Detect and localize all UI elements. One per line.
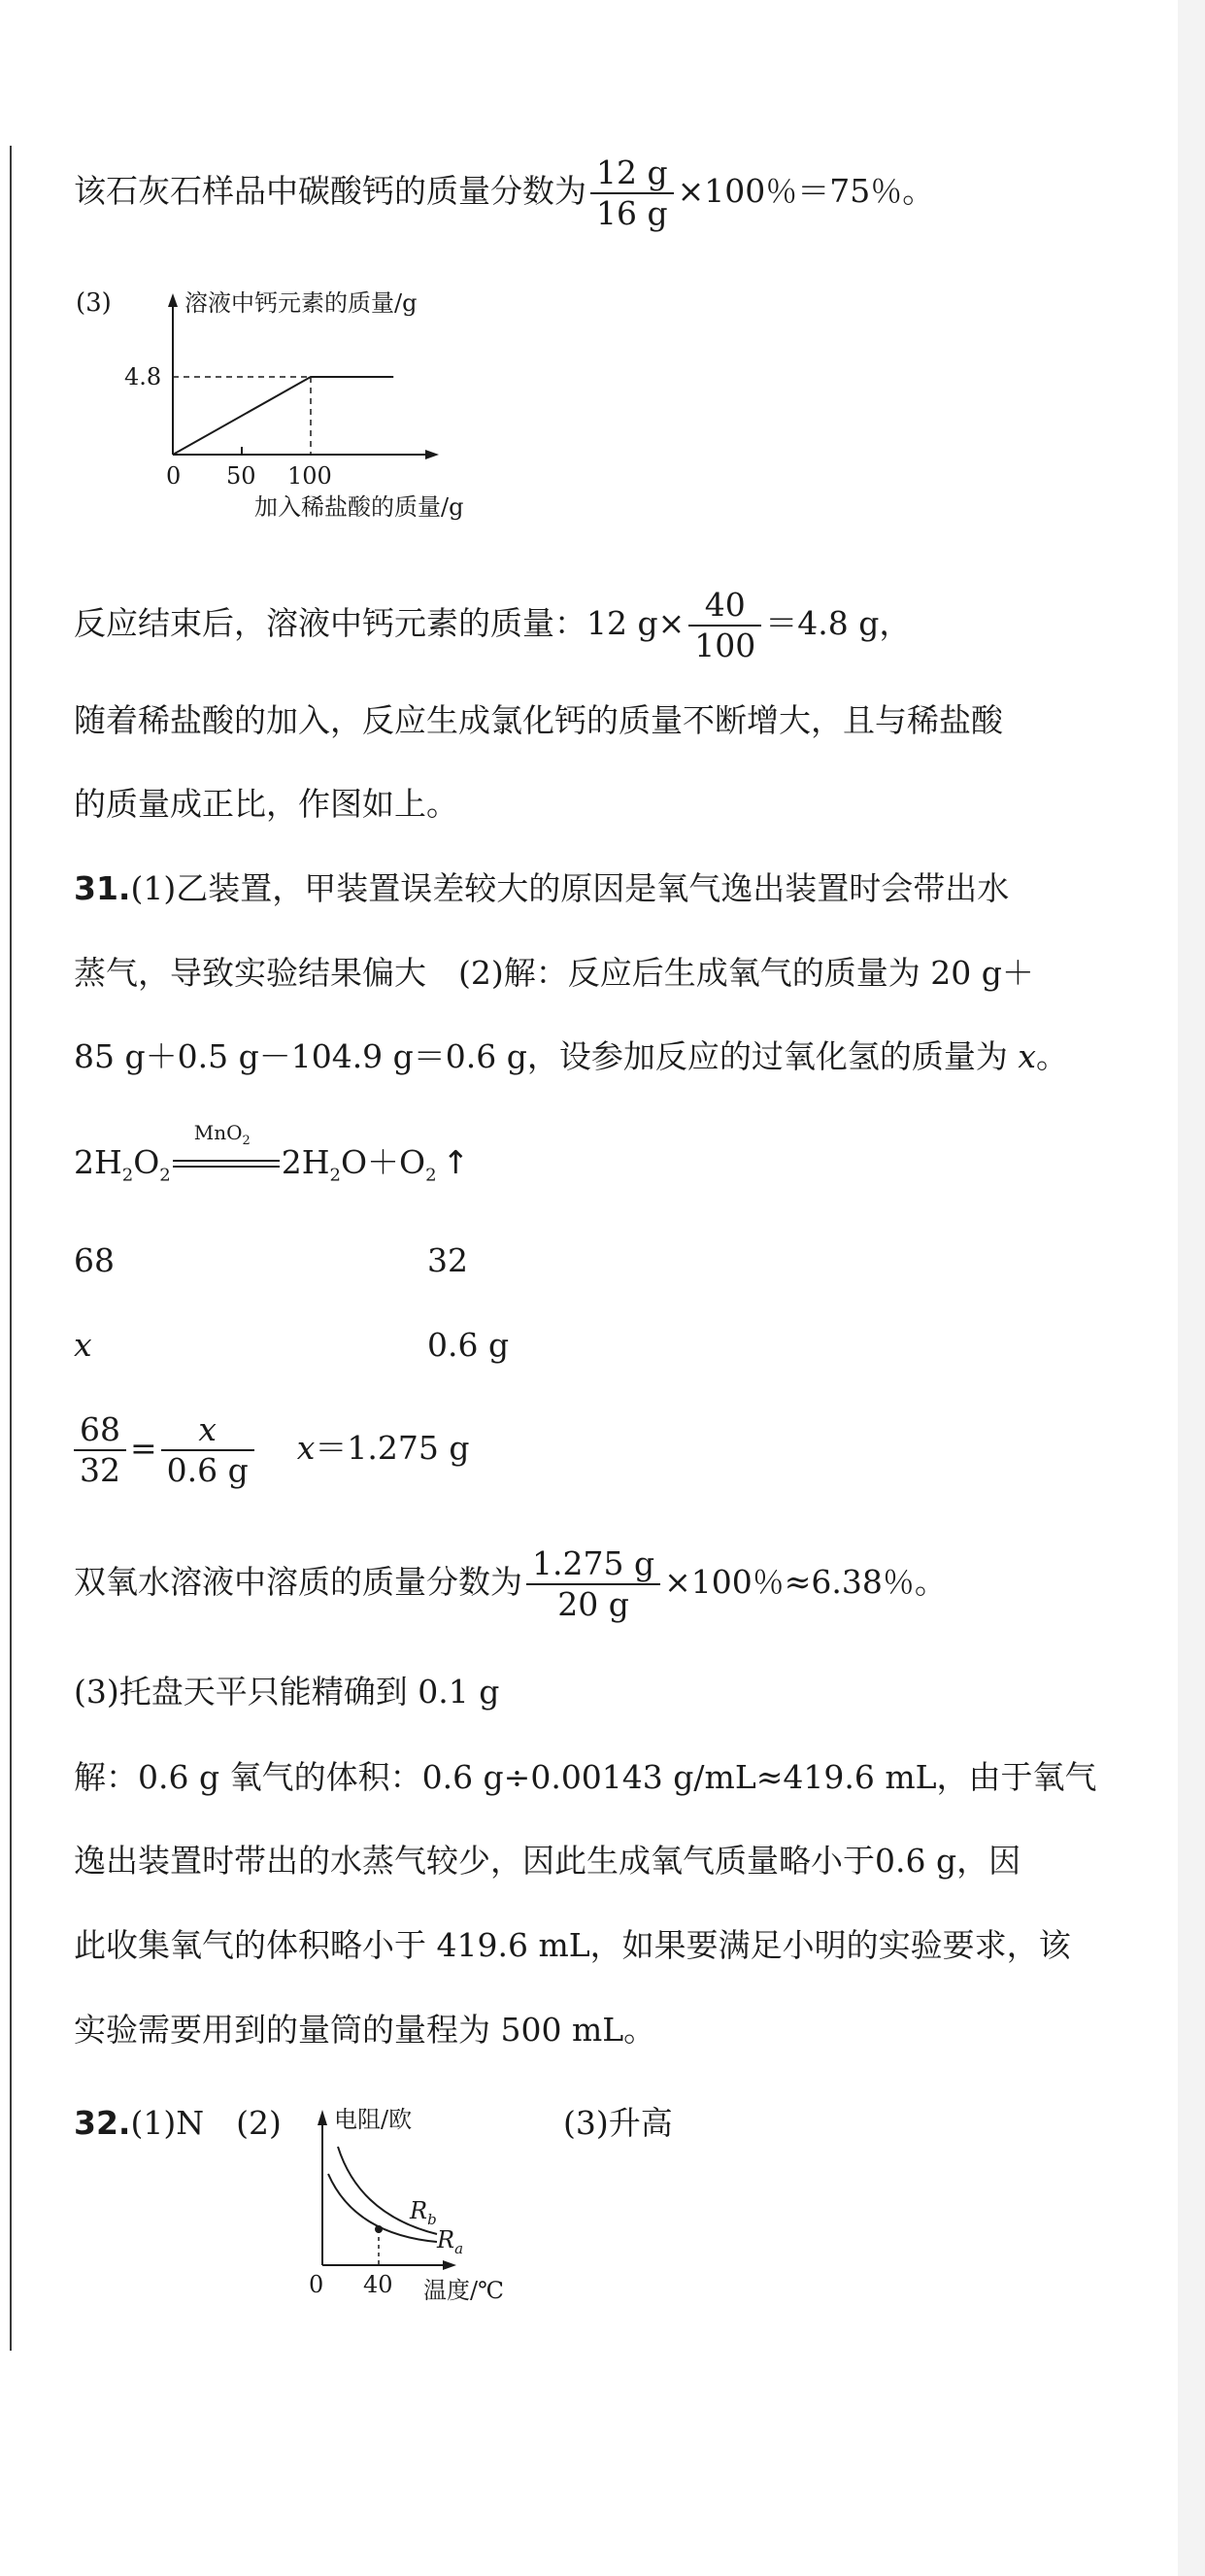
- solution-line-3: 此收集氧气的体积略小于 419.6 mL，如果要满足小明的实验要求，该: [74, 1926, 1071, 1964]
- numerator: 68: [74, 1410, 126, 1451]
- arrow-line: [173, 1160, 280, 1162]
- chart-label: (3): [76, 288, 112, 318]
- numerator: 1.275 g: [526, 1544, 660, 1585]
- solution-line-1: 解：0.6 g 氧气的体积：0.6 g÷0.00143 g/mL≈419.6 mL，由于氧气: [74, 1758, 1097, 1796]
- text-segment: ×100％≈6.38％。: [664, 1563, 947, 1601]
- solution-line-4: 实验需要用到的量筒的量程为 500 mL。: [74, 2011, 656, 2049]
- q31-part3: (3)托盘天平只能精确到 0.1 g: [74, 1673, 500, 1711]
- x-axis-label: 加入稀盐酸的质量/g: [254, 493, 464, 521]
- subscript: 2: [159, 1165, 171, 1186]
- numerator: 12 g: [590, 153, 674, 194]
- ratio-value: 68: [74, 1241, 115, 1279]
- fraction: [161, 1410, 254, 1490]
- y-axis-label: 电阻/欧: [334, 2106, 413, 2133]
- y-axis-arrow-icon: [168, 293, 178, 307]
- paragraph-line: 的质量成正比，作图如上。: [74, 785, 458, 823]
- proportion-line: [74, 1410, 469, 1490]
- x-axis-arrow-icon: [443, 2260, 456, 2270]
- fraction: [74, 1410, 126, 1490]
- paragraph-line: 随着稀盐酸的加入，反应生成氯化钙的质量不断增大，且与稀盐酸: [74, 701, 1003, 739]
- numerator: 40: [688, 586, 761, 627]
- catalyst-text: MnO: [193, 1121, 243, 1144]
- text-segment: 85 g＋0.5 g－104.9 g＝0.6 g，设参加反应的过氧化氢的质量为: [74, 1037, 1019, 1075]
- chemical-equation: [74, 1121, 470, 1196]
- ratio-row-1: [74, 1241, 115, 1280]
- denominator: 0.6 g: [166, 1451, 249, 1489]
- x-axis-label: 温度/℃: [423, 2277, 504, 2304]
- y-axis-label: 溶液中钙元素的质量/g: [184, 289, 418, 317]
- arrow-line: [173, 1166, 280, 1168]
- q32-part3: (3)升高: [563, 2104, 673, 2142]
- numerator: x: [161, 1410, 254, 1451]
- calcium-mass-chart: [68, 282, 573, 534]
- text-segment: ＝4.8 g，: [765, 604, 912, 642]
- solution-line-2: 逸出装置时带出的水蒸气较少，因此生成氧气质量略小于0.6 g，因: [74, 1842, 1021, 1880]
- ratio-row-2: [74, 1326, 92, 1365]
- formula-part: 2H: [74, 1143, 122, 1181]
- fraction: [526, 1544, 660, 1624]
- peroxide-fraction-line: [74, 1544, 947, 1624]
- catalyst-label: [194, 1123, 251, 1151]
- subscript: 2: [242, 1134, 251, 1148]
- x-tick-label-40: 40: [363, 2271, 393, 2298]
- series-line: [173, 377, 393, 455]
- text-segment: (1)乙装置，甲装置误差较大的原因是氧气逸出装置时会带出水: [130, 869, 1010, 907]
- text-segment: ×100％＝75％。: [677, 172, 935, 210]
- calcium-mass-line: [74, 586, 911, 665]
- ratio-row-2-right: 0.6 g: [427, 1326, 510, 1364]
- q31-line-2: 蒸气，导致实验结果偏大 (2)解：反应后生成氧气的质量为 20 g＋: [74, 954, 1034, 992]
- subscript: 2: [329, 1165, 341, 1186]
- denominator: 100: [694, 627, 756, 664]
- resistance-temperature-graph: [301, 2098, 553, 2312]
- text-segment: 反应结束后，溶液中钙元素的质量：12 g×: [74, 604, 686, 642]
- page-shadow: [1178, 0, 1205, 2576]
- ra-label: $R_a$: [437, 2226, 464, 2257]
- denominator: 20 g: [557, 1585, 629, 1623]
- ratio-row-1-right: 32: [427, 1241, 468, 1279]
- formula-part: 2H: [281, 1143, 330, 1181]
- x-tick-label-0: 0: [166, 462, 182, 490]
- subscript: 2: [121, 1165, 134, 1186]
- x-tick-label-0: 0: [309, 2271, 324, 2298]
- formula-part: O: [133, 1143, 160, 1181]
- denominator: 32: [80, 1451, 120, 1489]
- text-segment: 双氧水溶液中溶质的质量分数为: [74, 1563, 522, 1601]
- fraction: [688, 586, 761, 665]
- variable: x: [296, 1429, 316, 1467]
- y-axis-arrow-icon: [318, 2110, 327, 2125]
- rb-label: $R_b$: [410, 2197, 437, 2228]
- equals-sign: =: [130, 1429, 157, 1467]
- fraction: [590, 153, 674, 233]
- margin-rule: [10, 146, 12, 2351]
- reaction-arrow: [173, 1121, 280, 1179]
- mass-fraction-line: [74, 153, 934, 233]
- text-segment: (1)N (2): [130, 2104, 282, 2142]
- result-text: ＝1.275 g: [315, 1429, 470, 1467]
- x-tick-label-50: 50: [226, 462, 256, 490]
- y-tick-label: 4.8: [124, 363, 162, 390]
- denominator: 16 g: [596, 194, 668, 232]
- gas-arrow-icon: ↑: [442, 1143, 470, 1181]
- formula-part: O＋O: [340, 1143, 426, 1181]
- q32-line: [74, 2104, 282, 2143]
- variable: x: [1018, 1037, 1036, 1075]
- variable: x: [74, 1326, 92, 1364]
- subscript: 2: [425, 1165, 437, 1186]
- q31-line-1: [74, 869, 1009, 908]
- question-number: 31.: [74, 869, 131, 907]
- text-segment: 。: [1036, 1037, 1068, 1075]
- question-number: 32.: [74, 2104, 131, 2142]
- x-tick-label-100: 100: [287, 462, 332, 490]
- x-axis-arrow-icon: [425, 450, 439, 459]
- q31-line-3: [74, 1037, 1068, 1076]
- text-segment: 该石灰石样品中碳酸钙的质量分数为: [74, 172, 586, 210]
